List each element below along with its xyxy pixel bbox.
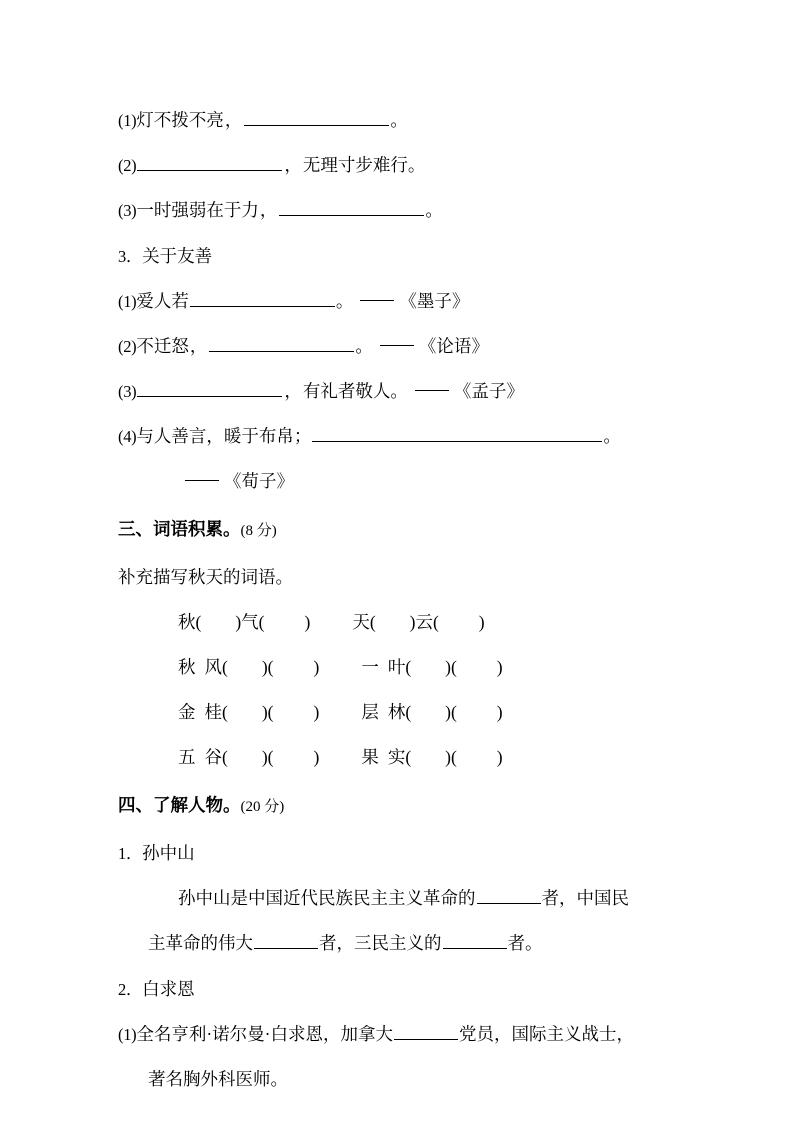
- section-points: (20 分): [240, 799, 285, 815]
- close-paren: ): [409, 612, 416, 632]
- idiom-group-left: [178, 735, 319, 780]
- close-paren: ): [313, 657, 320, 677]
- open-paren: (: [267, 657, 274, 677]
- section-title: 词语积累。: [153, 519, 241, 539]
- quote-text-after: 。: [603, 426, 621, 446]
- comma: ，: [189, 336, 208, 356]
- fill-blank[interactable]: [209, 336, 354, 352]
- proverb-item-1: [118, 98, 733, 143]
- idiom-char: 云: [415, 612, 433, 632]
- person-number: 1: [118, 844, 126, 863]
- proverb-text-after: 。: [425, 200, 443, 220]
- idiom-char: 谷: [204, 747, 222, 767]
- paragraph-text: 全名亨利·诺尔曼·白求恩，加拿大: [136, 1024, 393, 1044]
- idiom-group-left: [178, 645, 319, 690]
- item-marker: (2): [118, 156, 137, 175]
- quote-text-after: 有礼者敬人。: [302, 381, 408, 401]
- fill-blank[interactable]: [244, 110, 389, 126]
- comma: ，: [284, 381, 302, 401]
- em-dash-icon: [415, 390, 449, 391]
- idiom-char: 实: [387, 747, 406, 767]
- paragraph-text: 者，中国民: [541, 888, 629, 908]
- idiom-row: [118, 735, 733, 780]
- close-paren: ): [304, 612, 311, 632]
- close-paren: ): [261, 747, 268, 767]
- open-paren: (: [405, 657, 412, 677]
- quote-source: 《孟子》: [453, 381, 524, 401]
- open-paren: (: [450, 657, 457, 677]
- person-number: 2: [118, 980, 126, 999]
- quote-source: 《墨子》: [399, 291, 470, 311]
- quote-text-before: 与人善言，暖于布帛；: [136, 426, 312, 446]
- idiom-row: [118, 600, 733, 645]
- idiom-char: 五: [178, 747, 196, 767]
- item-marker: (1): [118, 111, 137, 130]
- section-points: (8 分): [240, 523, 277, 539]
- open-paren: (: [222, 657, 228, 677]
- close-paren: ): [261, 657, 268, 677]
- idiom-row: [118, 645, 733, 690]
- close-paren: ): [496, 747, 503, 767]
- idiom-char: 层: [361, 702, 379, 722]
- idiom-char: 桂: [204, 702, 222, 722]
- item-marker: (3): [118, 201, 137, 220]
- idiom-char: 天: [352, 612, 370, 632]
- quote-source: 《荀子》: [224, 471, 294, 491]
- section-four-heading: [118, 780, 733, 830]
- paragraph-text: 著名胸外科医师。: [148, 1069, 288, 1089]
- fill-blank[interactable]: [254, 933, 318, 949]
- item-marker: (1): [118, 292, 137, 311]
- idiom-row: [118, 690, 733, 735]
- kindness-item-1: [118, 279, 733, 324]
- idiom-group-right: [361, 735, 502, 780]
- person-1-paragraph-line-1: [118, 876, 733, 921]
- idiom-char: 秋: [178, 657, 196, 677]
- idiom-group-right: [352, 600, 484, 645]
- subsection-number: 3: [118, 247, 126, 266]
- idiom-group-left: [178, 690, 319, 735]
- close-paren: ): [261, 702, 268, 722]
- close-paren: ): [445, 702, 451, 722]
- person-2-heading: [118, 966, 733, 1012]
- fill-blank[interactable]: [312, 426, 602, 442]
- em-dash-icon: [380, 345, 414, 346]
- subsection-kindness-heading: [118, 233, 733, 279]
- close-paren: ): [235, 612, 242, 632]
- quote-text-before: 爱人若: [136, 291, 189, 311]
- section-number: 四、: [118, 795, 153, 815]
- open-paren: (: [195, 612, 202, 632]
- close-paren: ): [478, 612, 485, 632]
- person-name: 白求恩: [142, 979, 195, 999]
- section-three-instruction: [118, 554, 733, 600]
- idiom-char: 秋: [178, 612, 196, 632]
- kindness-item-3: [118, 369, 733, 414]
- section-number: 三、: [118, 519, 153, 539]
- person-dot: ．: [125, 844, 143, 863]
- idiom-char: 林: [387, 702, 406, 722]
- open-paren: (: [222, 702, 228, 722]
- person-dot: ．: [125, 980, 143, 999]
- open-paren: (: [405, 702, 412, 722]
- item-marker: (1): [118, 1025, 137, 1044]
- idiom-char: 一: [361, 657, 379, 677]
- em-dash-icon: [360, 300, 394, 301]
- fill-blank[interactable]: [190, 291, 335, 307]
- idiom-group-left: [178, 600, 310, 645]
- comma: ，: [224, 110, 243, 130]
- person-name: 孙中山: [142, 843, 195, 863]
- person-2-paragraph-line-2: [118, 1057, 733, 1102]
- paragraph-text: 者。: [507, 933, 543, 953]
- paragraph-text: 党员，国际主义战士，: [459, 1024, 634, 1044]
- paragraph-text: 孙中山是中国近代民族民主主义革命的: [178, 888, 476, 908]
- close-paren: ): [496, 702, 503, 722]
- comma: ，: [284, 155, 302, 175]
- fill-blank[interactable]: [394, 1024, 458, 1040]
- open-paren: (: [258, 612, 265, 632]
- proverb-text-after: 。: [390, 110, 408, 130]
- quote-source: 《论语》: [418, 336, 489, 356]
- proverb-text-before: 一时强弱在于力: [136, 200, 259, 220]
- comma: ，: [259, 200, 278, 220]
- open-paren: (: [450, 702, 457, 722]
- open-paren: (: [369, 612, 376, 632]
- item-marker: (4): [118, 427, 137, 446]
- paragraph-text: 者，三民主义的: [319, 933, 442, 953]
- em-dash-icon: [185, 480, 219, 481]
- proverb-text-after: 无理寸步难行。: [302, 155, 426, 175]
- item-marker: (2): [118, 337, 137, 356]
- fill-blank[interactable]: [279, 200, 424, 216]
- idiom-char: 气: [241, 612, 259, 632]
- section-three-heading: [118, 504, 733, 554]
- open-paren: (: [450, 747, 457, 767]
- kindness-item-4: [118, 414, 733, 459]
- open-paren: (: [267, 747, 274, 767]
- person-1-paragraph-line-2: [118, 921, 733, 966]
- idiom-char: 风: [204, 657, 222, 677]
- section-title: 了解人物。: [153, 795, 241, 815]
- subsection-title: 关于友善: [142, 246, 213, 266]
- proverb-text-before: 灯不拨不亮: [136, 110, 224, 130]
- fill-blank[interactable]: [477, 888, 541, 904]
- idiom-char: 叶: [387, 657, 406, 677]
- subsection-dot: ．: [125, 247, 143, 266]
- person-2-paragraph-line-1: [118, 1012, 733, 1057]
- fill-blank[interactable]: [443, 933, 507, 949]
- close-paren: ): [313, 747, 320, 767]
- quote-text-after: 。: [335, 291, 354, 311]
- idiom-char: 果: [361, 747, 379, 767]
- fill-blank[interactable]: [137, 155, 282, 171]
- fill-blank[interactable]: [137, 381, 282, 397]
- person-1-heading: [118, 830, 733, 876]
- close-paren: ): [445, 747, 451, 767]
- paragraph-text: 主革命的伟大: [148, 933, 253, 953]
- kindness-item-4-source-line: [118, 459, 733, 504]
- quote-text-after: 。: [355, 336, 373, 356]
- proverb-item-2: [118, 143, 733, 188]
- open-paren: (: [405, 747, 412, 767]
- idiom-group-right: [361, 690, 502, 735]
- item-marker: (3): [118, 382, 137, 401]
- proverb-item-3: [118, 188, 733, 233]
- instruction-text: 补充描写秋天的词语。: [118, 567, 293, 587]
- kindness-item-2: [118, 324, 733, 369]
- open-paren: (: [267, 702, 274, 722]
- open-paren: (: [432, 612, 439, 632]
- close-paren: ): [445, 657, 451, 677]
- idiom-group-right: [361, 645, 502, 690]
- close-paren: ): [496, 657, 503, 677]
- close-paren: ): [313, 702, 320, 722]
- quote-text-before: 不迁怒: [136, 336, 189, 356]
- idiom-char: 金: [178, 702, 196, 722]
- open-paren: (: [222, 747, 228, 767]
